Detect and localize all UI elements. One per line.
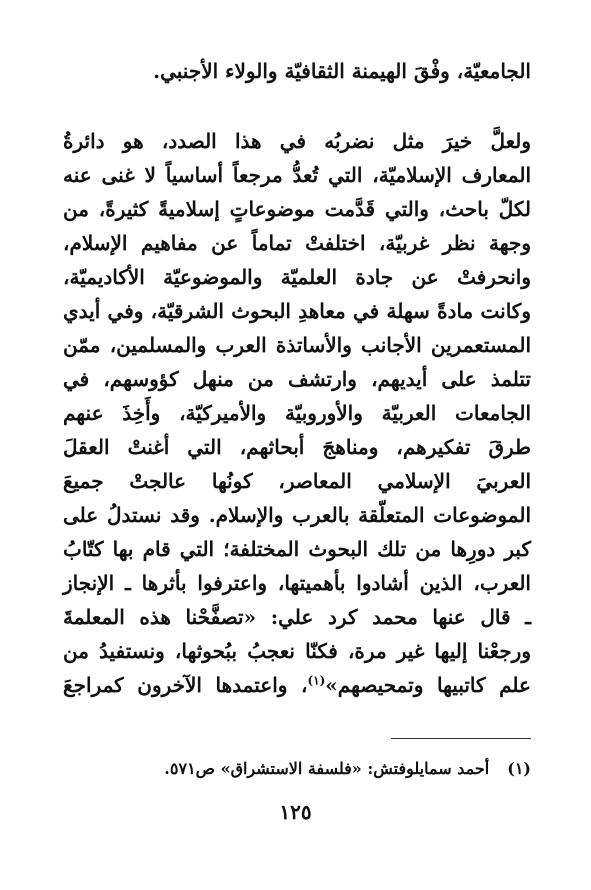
text-line-7: المستعمرين الأجانب والأساتذة العرب والمسلمين، ممّن	[63, 333, 531, 357]
text-line-13: كبر دورِها من تلك البحوث المختلفة؛ التي قام بها كتّابُ	[63, 537, 531, 561]
text-line-15: ـ قال عنها محمد كرد علي: «تصفَّحْنا هذه المعلمةَ	[63, 605, 531, 629]
text-line-8: تتلمذ على أيديهم، وارتشف من منهل كؤوسهم، في	[63, 367, 531, 391]
text-line-16: ورجعْنا إليها غير مرة، فكنّا نعجبُ ببُحوثها، ونستفيدُ من	[63, 639, 531, 663]
text-line-6: وكانت مادةً سهلة في معاهدِ البحوث الشرقيّة، وفي أيدي	[63, 299, 531, 323]
text-line-14: العرب، الذين أشادوا بأهميتها، واعترفوا بأثرها ـ الإنجاز	[63, 571, 531, 595]
text-line-11: العربيَ الإسلامي المعاصر، كونُها عالجتْ جميعَ	[63, 469, 531, 493]
text-line-3: لكلّ باحث، والتي قَدَّمت موضوعاتٍ إسلاميةً كثيرةً، من	[63, 197, 531, 221]
text-line-1: ولعلَّ خيرَ مثل نضربُه في هذا الصدد، هو دائرةُ	[63, 129, 531, 153]
footnote-separator	[391, 738, 531, 739]
text-line-17	[63, 668, 531, 702]
text-line-9: الجامعات العربيّة والأوروبيّة والأميركيّة، وأَخِذَ عنهم	[63, 401, 531, 425]
text-line-4: وجهة نظر غربيّة، اختلفتْ تماماً عن مفاهيم الإسلام،	[63, 231, 531, 255]
footnote-number: (١)	[507, 759, 531, 778]
text-line-12: الموضوعات المتعلّقة بالعرب والإسلام. وقد نستدلُ على	[63, 503, 531, 527]
text-line-2: المعارف الإسلاميّة، التي تُعدُّ مرجعاً أساسياً لا غنى عنه	[63, 163, 531, 187]
text-line-intro: الجامعيّة، وفْقَ الهيمنة الثقافيّة والولاء الأجنبي.	[153, 59, 531, 83]
footnote	[63, 756, 531, 782]
page-number: ١٢٥	[279, 800, 312, 824]
text-line-17-start: علم كاتبيها وتمحيصهم»	[325, 673, 531, 697]
text-line-5: وانحرفتْ عن جادة العلميّة والموضوعيّة الأكاديميّة،	[63, 265, 531, 289]
footnote-reference[interactable]: (١)	[307, 673, 326, 688]
text-line-10: طرقَ تفكيرهم، ومناهجَ أبحاثهم، التي أغنتْ العقلَ	[63, 435, 531, 459]
footnote-text: أحمد سمايلوفتش: «فلسفة الاستشراق» ص٥٧١.	[164, 759, 490, 778]
text-line-17-end: ، واعتمدها الآخرون كمراجعَ	[63, 673, 308, 697]
